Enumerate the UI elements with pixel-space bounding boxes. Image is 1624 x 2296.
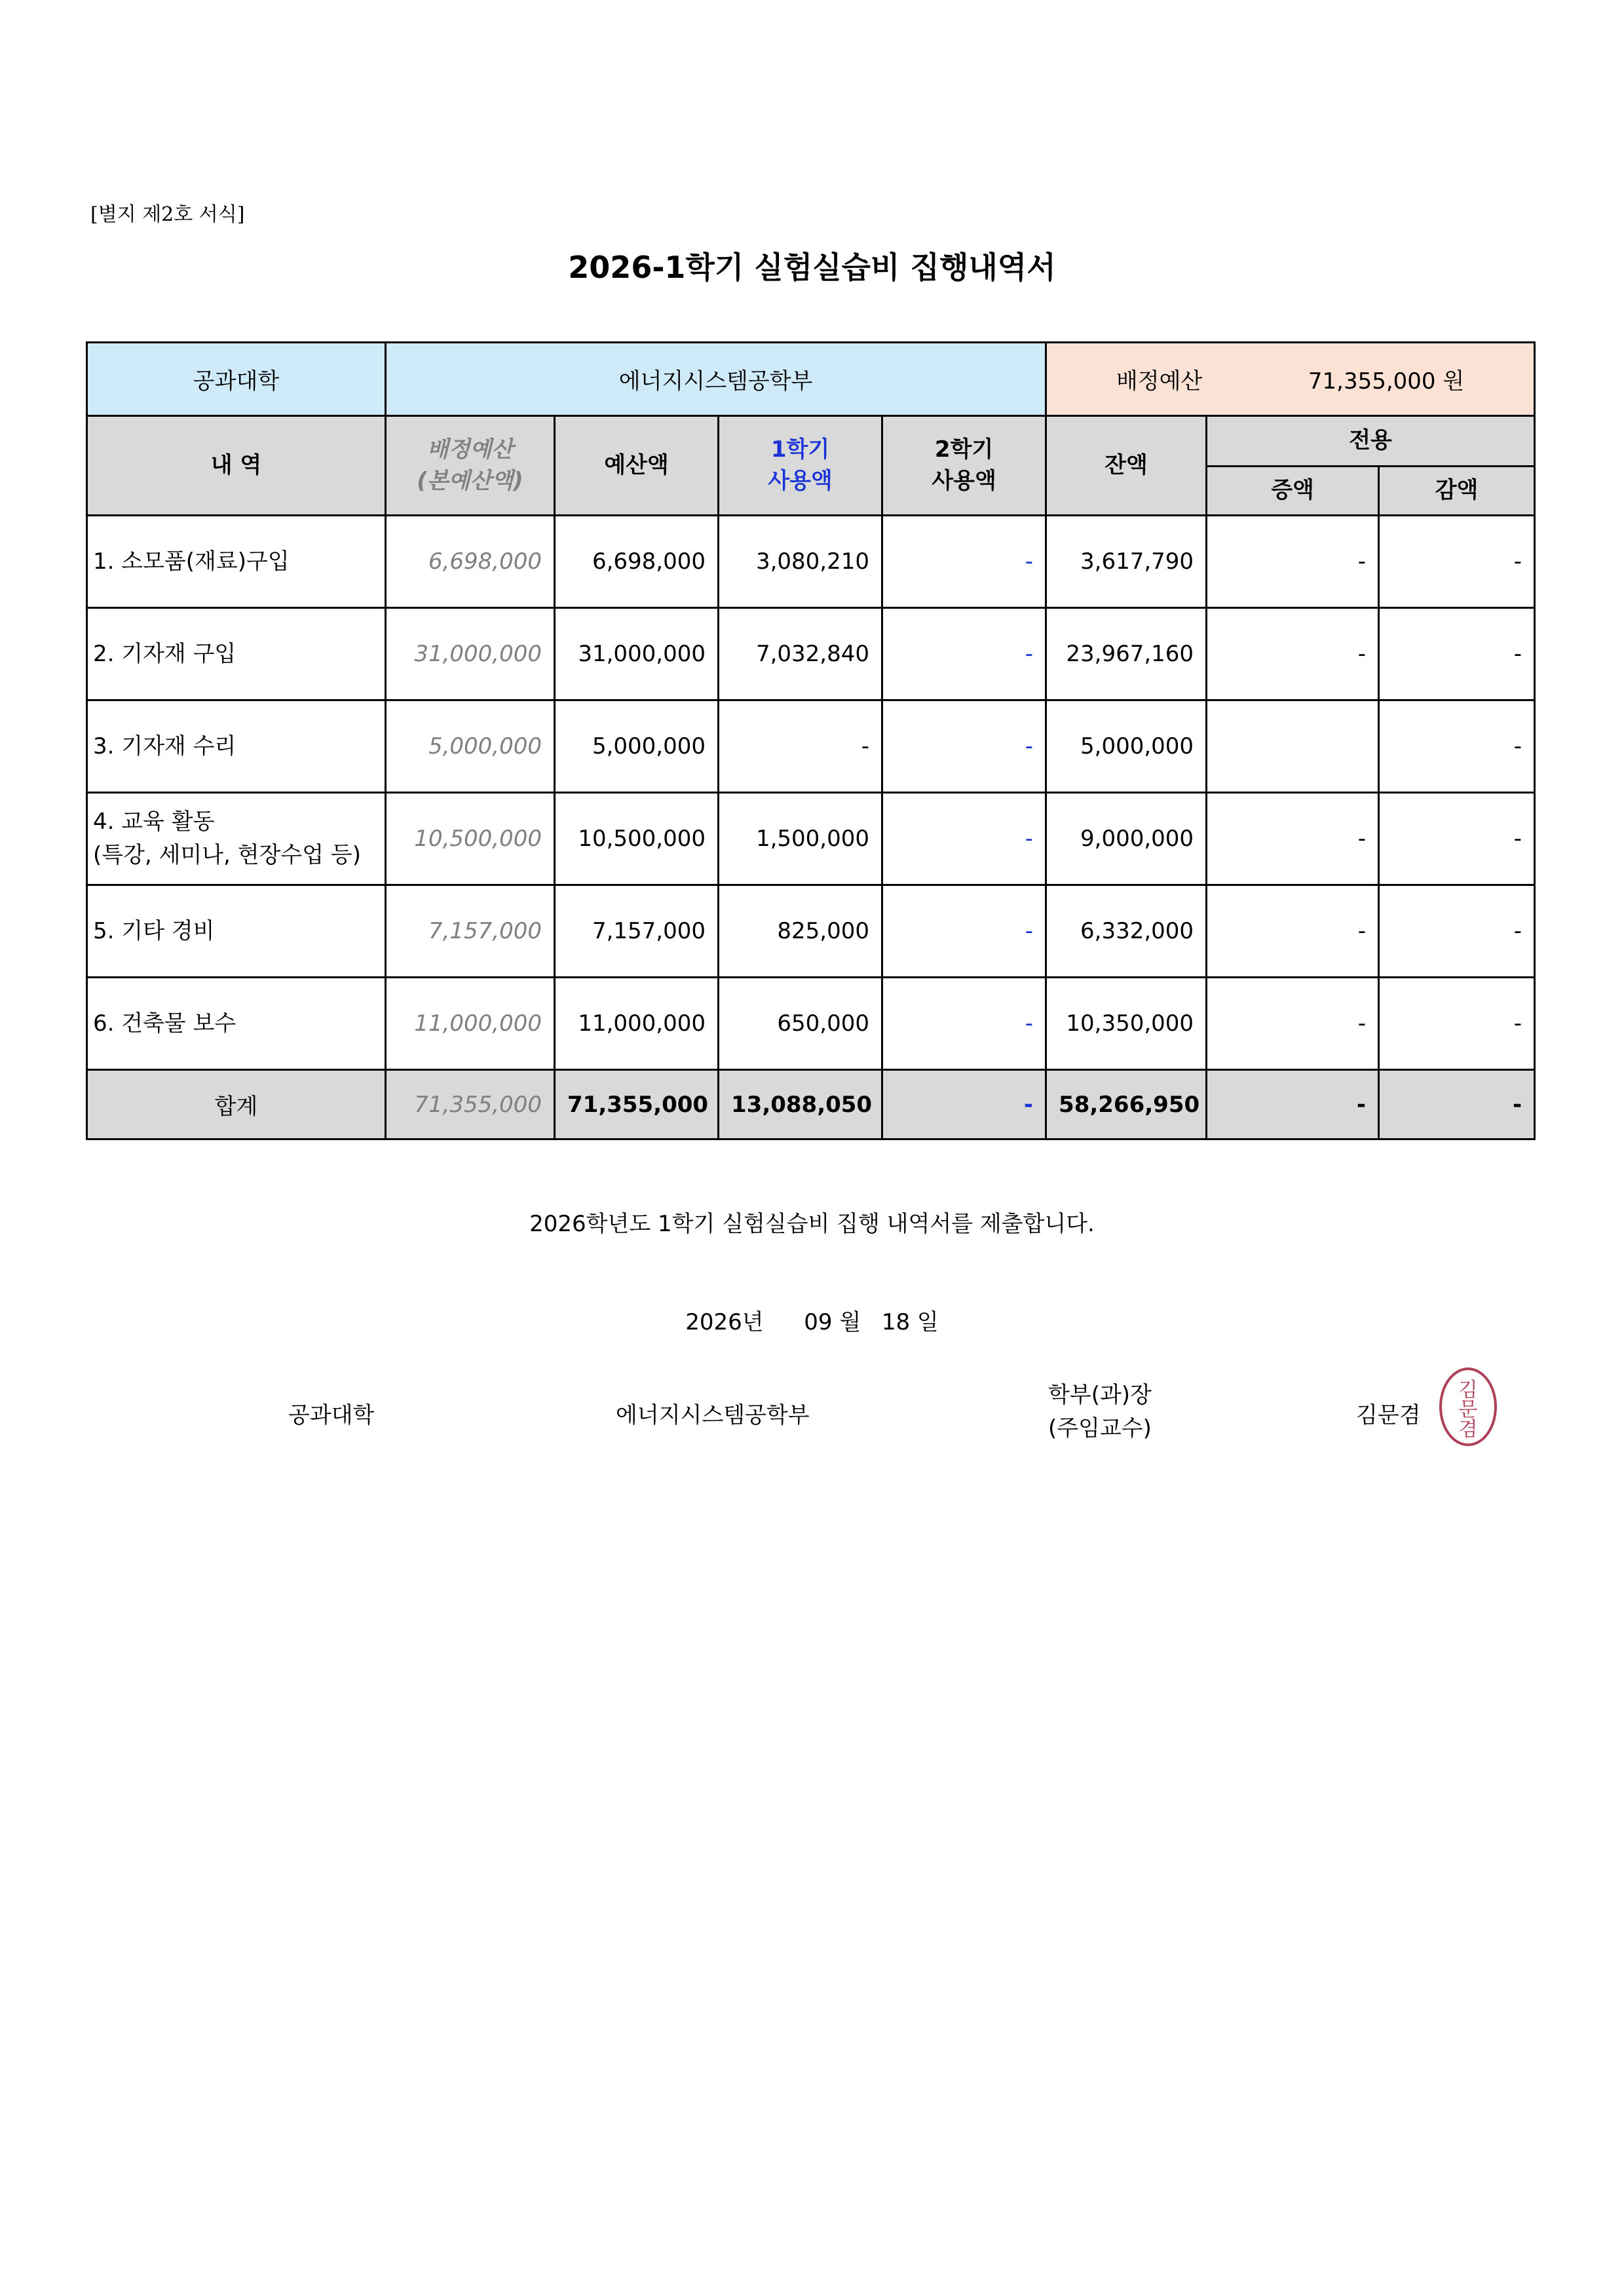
row-budget: 31,000,000 — [555, 608, 719, 700]
total-allocated: 71,355,000 — [386, 1070, 555, 1139]
row-sem2: - — [882, 700, 1046, 793]
row-balance: 10,350,000 — [1046, 978, 1207, 1070]
row-sem1: 825,000 — [719, 885, 882, 978]
college-cell: 공과대학 — [87, 343, 386, 416]
row-allocated: 31,000,000 — [386, 608, 555, 700]
header-sem1-line2: 사용액 — [768, 467, 833, 494]
row-item — [87, 793, 386, 885]
table-row — [87, 885, 1535, 978]
header-allocated-line1: 배정예산 — [426, 436, 514, 463]
header-balance: 잔액 — [1046, 416, 1207, 516]
header-item: 내 역 — [87, 416, 386, 516]
seal-char-2: 문 — [1458, 1398, 1478, 1421]
seal-char-1: 김 — [1458, 1379, 1478, 1402]
header-sem1-line1: 1학기 — [770, 436, 830, 463]
signature-role — [1048, 1379, 1152, 1445]
row-increase: - — [1207, 885, 1379, 978]
table-row — [87, 700, 1535, 793]
row-sem1: 3,080,210 — [719, 516, 882, 608]
row-item-label: 6. 건축물 보수 — [93, 1010, 236, 1037]
row-item-label: 2. 기자재 구입 — [93, 640, 236, 667]
row-budget: 6,698,000 — [555, 516, 719, 608]
row-allocated: 11,000,000 — [386, 978, 555, 1070]
row-sem2: - — [882, 978, 1046, 1070]
submission-statement: 2026학년도 1학기 실험실습비 집행 내역서를 제출합니다. — [529, 1211, 1095, 1237]
row-item-label: 3. 기자재 수리 — [93, 733, 236, 759]
row-increase: - — [1207, 793, 1379, 885]
header-budget: 예산액 — [555, 416, 719, 516]
row-increase: - — [1207, 608, 1379, 700]
row-sem2: - — [882, 516, 1046, 608]
header-increase: 증액 — [1207, 467, 1379, 516]
row-item-label: 1. 소모품(재료)구입 — [93, 548, 290, 575]
total-sem1: 13,088,050 — [719, 1070, 882, 1139]
row-budget: 7,157,000 — [555, 885, 719, 978]
row-increase: - — [1207, 978, 1379, 1070]
row-decrease: - — [1379, 608, 1535, 700]
row-item — [87, 608, 386, 700]
date-month-unit: 월 — [839, 1309, 861, 1335]
row-sem2: - — [882, 608, 1046, 700]
row-item — [87, 516, 386, 608]
date-year: 2026년 — [685, 1309, 764, 1335]
total-decrease: - — [1379, 1070, 1535, 1139]
header-allocated-line2: (본예산액) — [417, 467, 523, 494]
allocated-value: 71,355,000 원 — [1308, 368, 1465, 394]
row-balance: 3,617,790 — [1046, 516, 1207, 608]
header-sem2 — [882, 416, 1046, 516]
header-allocated — [386, 416, 555, 516]
allocated-label: 배정예산 — [1116, 368, 1203, 394]
header-decrease: 감액 — [1379, 467, 1535, 516]
row-allocated: 7,157,000 — [386, 885, 555, 978]
row-sem2: - — [882, 793, 1046, 885]
row-increase: - — [1207, 516, 1379, 608]
header-sem1 — [719, 416, 882, 516]
table-row — [87, 978, 1535, 1070]
table-row — [87, 608, 1535, 700]
row-decrease: - — [1379, 885, 1535, 978]
date-month: 09 — [804, 1309, 833, 1335]
total-label: 합계 — [87, 1070, 386, 1139]
row-balance: 9,000,000 — [1046, 793, 1207, 885]
department-cell: 에너지시스템공학부 — [386, 343, 1046, 416]
row-balance: 6,332,000 — [1046, 885, 1207, 978]
org-row — [87, 343, 1535, 416]
signature-department: 에너지시스템공학부 — [616, 1402, 810, 1428]
row-sem1: 7,032,840 — [719, 608, 882, 700]
row-increase — [1207, 700, 1379, 793]
submission-date — [0, 1304, 1624, 1336]
row-decrease: - — [1379, 700, 1535, 793]
date-day: 18 — [881, 1309, 911, 1335]
row-decrease: - — [1379, 516, 1535, 608]
row-sem1: 1,500,000 — [719, 793, 882, 885]
row-allocated: 10,500,000 — [386, 793, 555, 885]
seal-char-3: 겸 — [1458, 1418, 1478, 1441]
header-row-top — [87, 416, 1535, 467]
row-decrease: - — [1379, 793, 1535, 885]
signature-name: 김문겸 — [1356, 1402, 1421, 1428]
row-item — [87, 885, 386, 978]
row-sem2: - — [882, 885, 1046, 978]
signature-role-line2: (주임교수) — [1048, 1415, 1152, 1442]
seal-stamp — [1438, 1366, 1498, 1447]
total-budget: 71,355,000 — [555, 1070, 719, 1139]
header-transfer: 전용 — [1207, 416, 1535, 467]
row-budget: 10,500,000 — [555, 793, 719, 885]
row-item-sublabel: (특강, 세미나, 현장수업 등) — [93, 842, 362, 868]
allocated-budget-cell — [1046, 343, 1535, 416]
row-sem1: - — [719, 700, 882, 793]
row-item-label: 5. 기타 경비 — [93, 917, 215, 944]
form-label: [별지 제2호 서식] — [90, 203, 245, 226]
row-item-label: 4. 교육 활동 — [93, 809, 215, 835]
total-balance: 58,266,950 — [1046, 1070, 1207, 1139]
row-item — [87, 978, 386, 1070]
signature-college: 공과대학 — [288, 1402, 375, 1428]
budget-table — [86, 341, 1536, 1140]
table-row — [87, 516, 1535, 608]
document-title: 2026-1학기 실험실습비 집행내역서 — [568, 250, 1056, 285]
signature-role-line1: 학부(과)장 — [1048, 1382, 1152, 1408]
row-decrease: - — [1379, 978, 1535, 1070]
row-budget: 5,000,000 — [555, 700, 719, 793]
table-row — [87, 793, 1535, 885]
row-allocated: 5,000,000 — [386, 700, 555, 793]
total-increase: - — [1207, 1070, 1379, 1139]
header-sem2-line1: 2학기 — [934, 436, 994, 463]
row-balance: 5,000,000 — [1046, 700, 1207, 793]
row-budget: 11,000,000 — [555, 978, 719, 1070]
header-sem2-line2: 사용액 — [932, 467, 996, 494]
total-sem2: - — [882, 1070, 1046, 1139]
row-balance: 23,967,160 — [1046, 608, 1207, 700]
date-day-unit: 일 — [916, 1309, 939, 1335]
row-allocated: 6,698,000 — [386, 516, 555, 608]
row-sem1: 650,000 — [719, 978, 882, 1070]
total-row — [87, 1070, 1535, 1139]
row-item — [87, 700, 386, 793]
